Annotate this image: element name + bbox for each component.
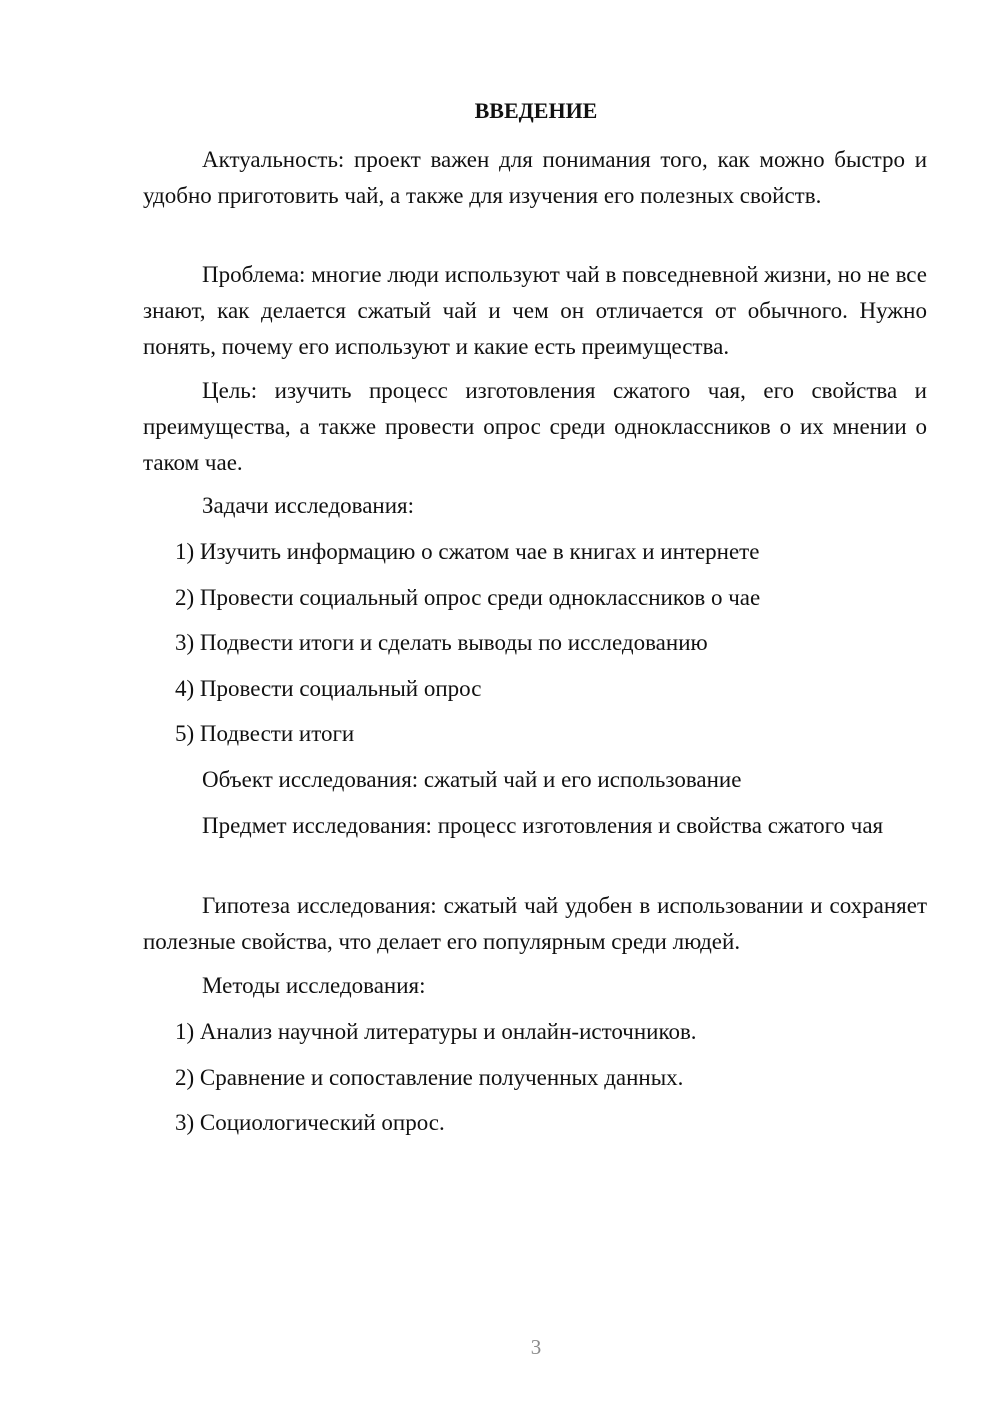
paragraph-subject: Предмет исследования: процесс изготовления и свойства сжатого чая [202, 813, 884, 838]
task-item: 2) Провести социальный опрос среди одноклассников о чае [175, 585, 761, 610]
task-item: 4) Провести социальный опрос [175, 676, 482, 701]
method-item: 1) Анализ научной литературы и онлайн-источников. [175, 1019, 697, 1044]
paragraph-hypothesis: Гипотеза исследования: сжатый чай удобен в использовании и сохраняет полезные свойства, что делает его популярным среди людей. [143, 893, 927, 954]
methods-heading: Методы исследования: [202, 973, 426, 998]
task-item: 1) Изучить информацию о сжатом чае в книгах и интернете [175, 539, 760, 564]
object-line: Объект исследования: сжатый чай и его использование [202, 767, 742, 792]
tasks-heading: Задачи исследования: [202, 493, 415, 518]
task-item: 3) Подвести итоги и сделать выводы по исследованию [175, 630, 708, 655]
paragraph-relevance: Актуальность: проект важен для понимания того, как можно быстро и удобно приготовить чай, а также для изучения его полезных свойств. [143, 147, 927, 208]
paragraph-goal: Цель: изучить процесс изготовления сжатого чая, его свойства и преимущества, а также провести опрос среди одноклассников о их мнении о таком чае. [143, 378, 927, 475]
page-number: 3 [530, 1335, 542, 1359]
method-item: 2) Сравнение и сопоставление полученных данных. [175, 1065, 684, 1090]
method-item: 3) Социологический опрос. [175, 1110, 445, 1135]
task-item: 5) Подвести итоги [175, 721, 355, 746]
page-title: ВВЕДЕНИЕ [474, 98, 598, 123]
paragraph-problem: Проблема: многие люди используют чай в повседневной жизни, но не все знают, как делается сжатый чай и чем он отличается от обычного. Нужно понять, почему его используют и какие есть преимущества. [143, 262, 927, 359]
